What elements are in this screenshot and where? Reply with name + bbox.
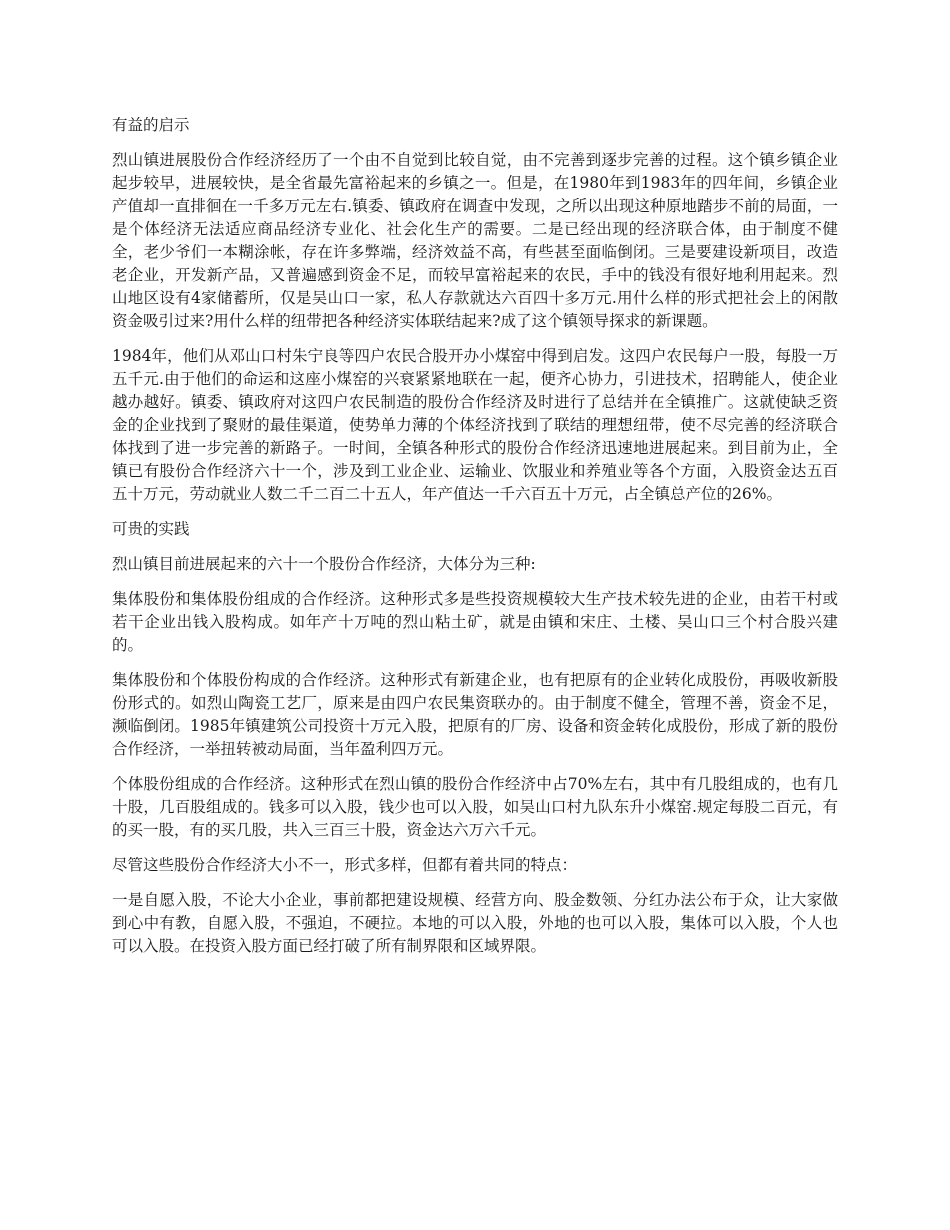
section-heading-benefits: 有益的启示 [112,116,190,134]
paragraph-1984-origin: 1984年，他们从邓山口村朱宁良等四户农民合股开办小煤窑中得到启发。这四户农民每户一股，每股一万五千元.由于他们的命运和这座小煤窑的兴衰紧紧地联在一起，便齐心协力，引进技术，招聘能人，使企业越办越好。镇委、镇政府对这四户农民制造的股份合作经济及时进行了总结并在全镇推广。这就使缺乏资金的企业找到了聚财的最佳渠道，使势单力薄的个体经济找到了联结的理想纽带，使不尽完善的经济联合体找到了进一步完善的新路子。一时间，全镇各种形式的股份合作经济迅速地进展起来。到目前为止，全镇已有股份合作经济六十一个，涉及到工业企业、运输业、饮服业和养殖业等各个方面，入股资金达五百五十万元，劳动就业人数二千二百二十五人，年产值达一千六百五十万元，占全镇总产位的26%。 [112,347,838,503]
paragraph-collective-individual: 集体股份和个体股份构成的合作经济。这种形式有新建企业，也有把原有的企业转化成股份，再吸收新股份形式的。如烈山陶瓷工艺厂，原来是由四户农民集资联办的。由于制度不健全，管理不善，资金不足，濒临倒闭。1985年镇建筑公司投资十万元入股，把原有的厂房、设备和资金转化成股份，形成了新的股份合作经济，一举扭转被动局面，当年盈利四万元。 [112,671,838,758]
paragraph-individual-shares: 个体股份组成的合作经济。这种形式在烈山镇的股份合作经济中占70%左右，其中有几股组成的，也有几十股，几百股组成的。钱多可以入股，钱少也可以入股，如吴山口村九队东升小煤窑.规定每股二百元，有的买一股，有的买几股，共入三百三十股，资金达六万六千元。 [112,775,838,839]
paragraph-collective-collective: 集体股份和集体股份组成的合作经济。这种形式多是些投资规模较大生产技术较先进的企业，由若干村或若干企业出钱入股构成。如年产十万吨的烈山粘土矿，就是由镇和宋庄、土楼、吴山口三个村合股兴建的。 [112,590,838,654]
section-heading-practice: 可贵的实践 [112,520,190,538]
paragraph-intro-process: 烈山镇进展股份合作经济经历了一个由不自觉到比较自觉，由不完善到逐步完善的过程。这个镇乡镇企业起步较早，进展较快，是全省最先富裕起来的乡镇之一。但是，在1980年到1983年的四年间，乡镇企业产值却一直排徊在一千多万元左右.镇委、镇政府在调查中发现，之所以出现这种原地踏步不前的局面，一是个体经济无法适应商品经济专业化、社会化生产的需要。二是已经出现的经济联合体，由于制度不健全，老少爷们一本糊涂帐，存在许多弊端，经济效益不高，有些甚至面临倒闭。三是要建设新项目，改造老企业，开发新产品，又普遍感到资金不足，而较早富裕起来的农民，手中的钱没有很好地利用起来。烈山地区设有4家储蓄所，仅是吴山口一家，私人存款就达六百四十多万元.用什么样的形式把社会上的闲散资金吸引过来?用什么样的纽带把各种经济实体联结起来?成了这个镇领导探求的新课题。 [112,151,838,330]
document-page [112,114,838,970]
paragraph-voluntary-shares: 一是自愿入股，不论大小企业，事前都把建设规模、经营方向、股金数领、分红办法公布于众，让大家做到心中有教，自愿入股，不强迫，不硬拉。本地的可以入股，外地的也可以入股，集体可以入股，个人也可以入股。在投资入股方面已经打破了所有制界限和区域界限。 [112,891,838,955]
paragraph-common-features: 尽管这些股份合作经济大小不一，形式多样，但都有着共同的特点： [112,856,578,874]
paragraph-three-types: 烈山镇目前进展起来的六十一个股份合作经济，大体分为三种: [112,555,536,573]
